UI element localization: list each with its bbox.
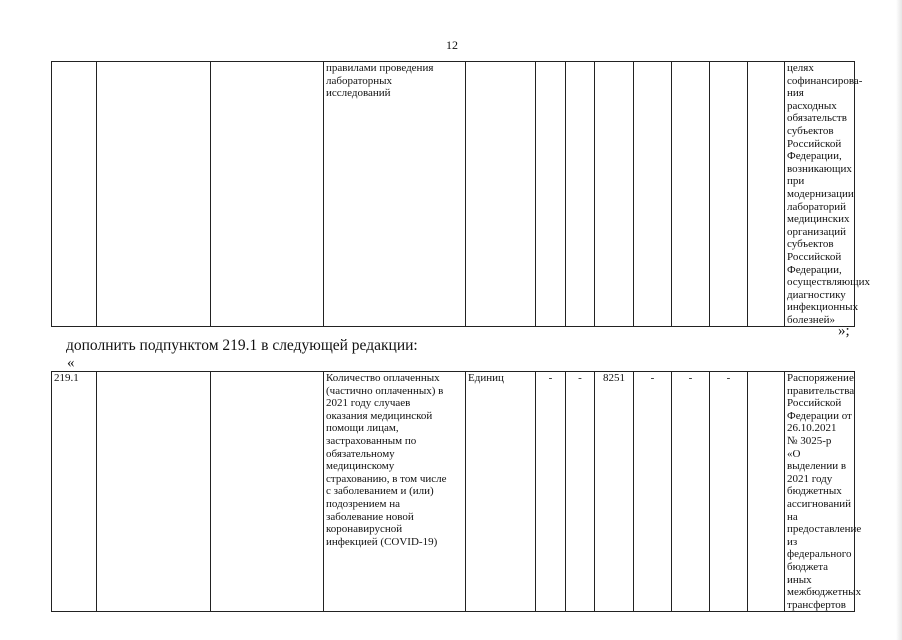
page-edge-shadow	[896, 0, 902, 640]
amendment-instruction: дополнить подпунктом 219.1 в следующей редакции:	[66, 337, 418, 354]
cell-description: правилами проведения лабораторных исследований	[324, 62, 466, 327]
cell-description: Количество оплаченных (частично оплаченных) в 2021 году случаев оказания медицинской помощи лицам, застрахованным по обязательному медицинскому страхованию, в том числе с заболеванием и (или) подозрением на заболевание новой коронавирусной инфекцией (COVID-19)	[324, 372, 466, 612]
table-continuation	[51, 61, 870, 327]
cell-col3	[211, 372, 324, 612]
cell-value-5	[672, 62, 710, 327]
cell-value-1: -	[536, 372, 566, 612]
cell-value-4: -	[634, 372, 672, 612]
cell-basis: Распоряжение правительства Российской Федерации от 26.10.2021 № 3025-р «О выделении в 2021 году бюджетных ассигнований на предоставление из федерального бюджета иных межбюджетных трансфертов	[785, 372, 855, 612]
cell-number	[52, 62, 97, 327]
closing-quote: »;	[838, 323, 850, 339]
cell-value-7	[748, 372, 785, 612]
opening-quote: «	[67, 355, 75, 371]
cell-col3	[211, 62, 324, 327]
cell-value-2: -	[566, 372, 595, 612]
cell-basis: целях софинансирова- ния расходных обязательств субъектов Российской Федерации, возникающих при модернизации лабораторий медицинских организаций субъектов Российской Федерации, осуществляющих диагностику инфекционных болезней»	[785, 62, 855, 327]
cell-value-6	[710, 62, 748, 327]
cell-col2	[97, 62, 211, 327]
table-new-subitem	[51, 371, 862, 612]
table-row	[52, 62, 855, 327]
page-number: 12	[446, 38, 458, 52]
cell-value-3	[595, 62, 634, 327]
table-row	[52, 372, 855, 612]
cell-value-6: -	[710, 372, 748, 612]
cell-value-3: 8251	[595, 372, 634, 612]
cell-value-5: -	[672, 372, 710, 612]
cell-value-4	[634, 62, 672, 327]
cell-value-1	[536, 62, 566, 327]
cell-value-2	[566, 62, 595, 327]
cell-unit: Единиц	[466, 372, 536, 612]
cell-unit	[466, 62, 536, 327]
cell-col2	[97, 372, 211, 612]
cell-value-7	[748, 62, 785, 327]
cell-number: 219.1	[52, 372, 97, 612]
